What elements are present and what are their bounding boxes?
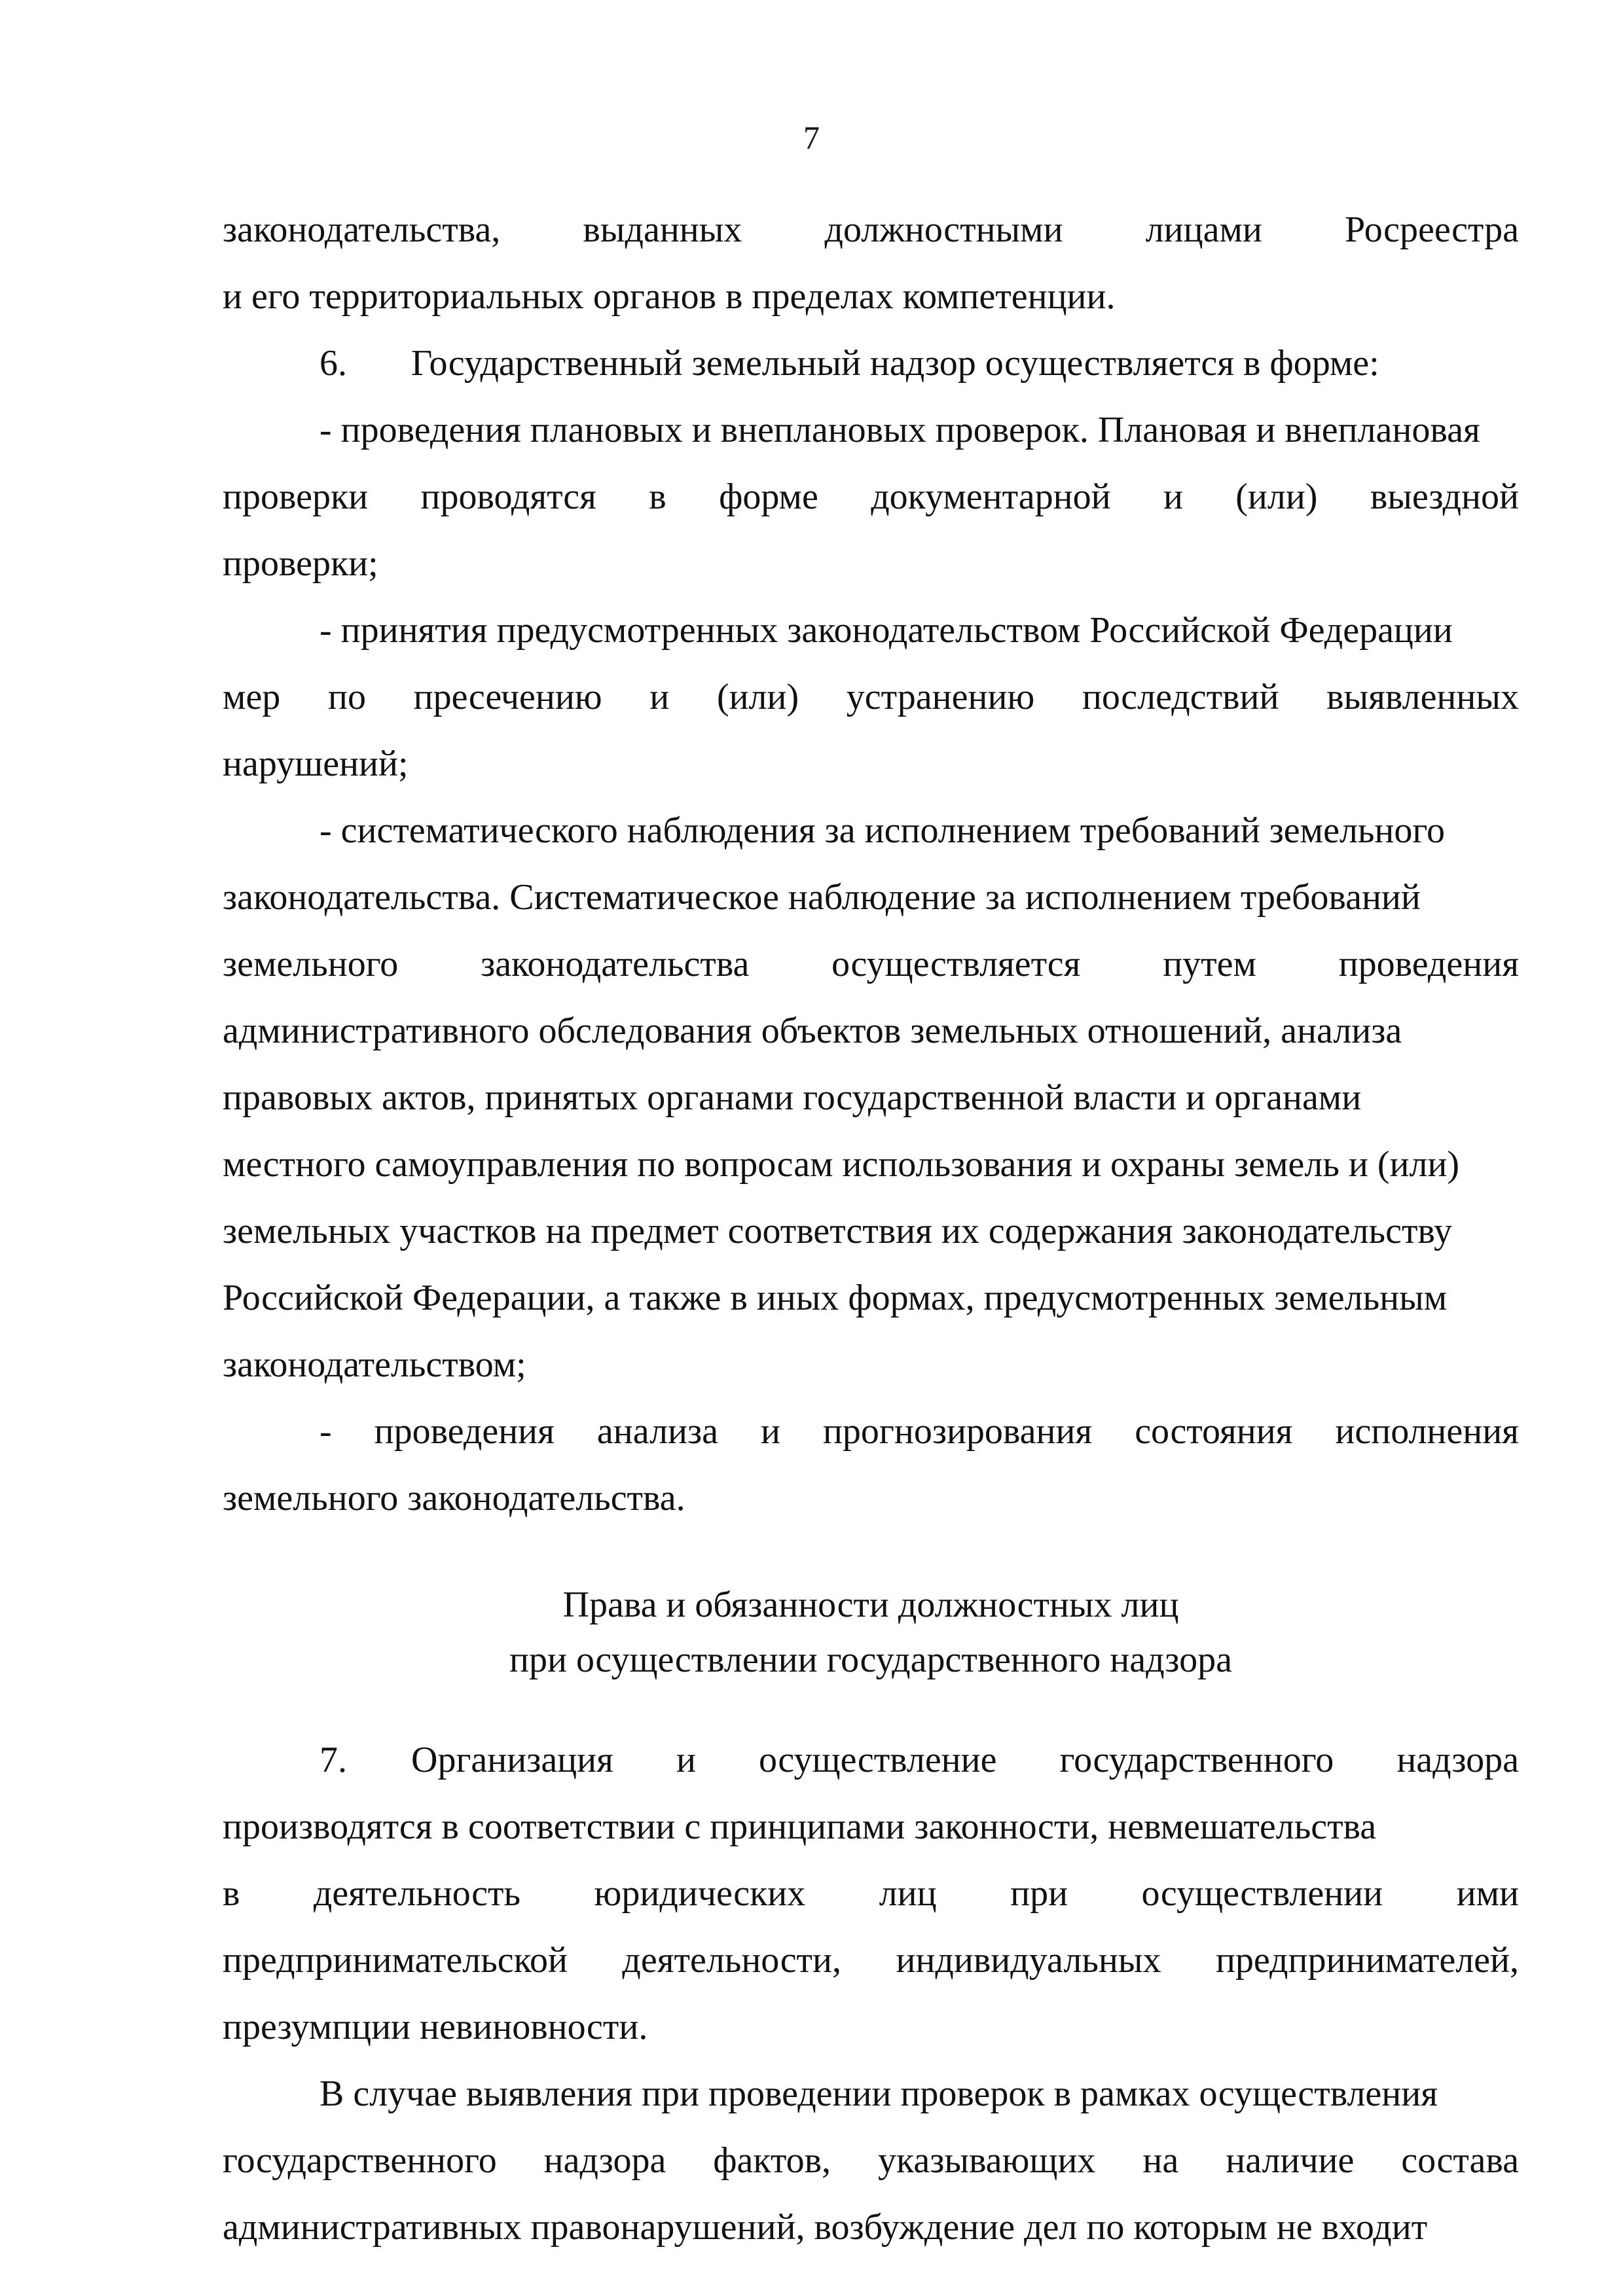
word: проведения — [374, 1411, 555, 1452]
paragraph-number: 7. — [319, 1740, 347, 1780]
word: проводятся — [420, 476, 596, 517]
list-item-line: проверки; — [223, 543, 378, 584]
word: и — [1163, 476, 1183, 517]
list-item-line: законодательства. Систематическое наблюдение за исполнением требований — [223, 877, 1421, 918]
word: по — [327, 677, 366, 717]
word: законодательства — [481, 944, 750, 984]
word: выданных — [583, 209, 742, 250]
word: состава — [1401, 2140, 1519, 2181]
list-item-line — [223, 463, 1519, 530]
paragraph-start — [319, 1727, 613, 1793]
word: предпринимательской — [223, 1940, 568, 1981]
word: в — [223, 1873, 240, 1914]
word: и — [760, 1411, 780, 1452]
paragraph-line — [223, 196, 1519, 263]
word: прогнозирования — [822, 1411, 1093, 1452]
paragraph-line: В случае выявления при проведении проверок в рамках осуществления — [319, 2073, 1438, 2114]
paragraph-line — [223, 1927, 1519, 1994]
paragraph-line: и его территориальных органов в пределах компетенции. — [223, 276, 1116, 317]
word: состояния — [1135, 1411, 1293, 1452]
word: индивидуальных — [896, 1940, 1161, 1981]
paragraph-line — [223, 2127, 1519, 2194]
word: Росреестра — [1344, 209, 1519, 250]
word: проверки — [223, 476, 369, 517]
section-heading-line: Права и обязанности должностных лиц — [562, 1585, 1179, 1625]
list-item-line — [223, 1398, 1519, 1465]
word: указывающих — [877, 2140, 1096, 2181]
word: осуществляется — [831, 944, 1081, 984]
list-item-line: - принятия предусмотренных законодательством Российской Федерации — [319, 610, 1453, 651]
document-body — [223, 196, 1519, 2261]
list-item-line: местного самоуправления по вопросам использования и охраны земель и (или) — [223, 1144, 1460, 1185]
word: проведения — [1338, 944, 1519, 984]
paragraph-number: 6. — [319, 343, 347, 384]
word: надзора — [543, 2140, 666, 2181]
paragraph-line: презумпции невиновности. — [223, 2007, 648, 2047]
list-item-line: Российской Федерации, а также в иных формах, предусмотренных земельным — [223, 1278, 1448, 1318]
word: в — [649, 476, 666, 517]
word: Организация — [411, 1740, 613, 1780]
paragraph-line: производятся в соответствии с принципами законности, невмешательства — [223, 1806, 1377, 1847]
word: осуществление — [758, 1740, 997, 1780]
section-heading — [223, 1577, 1519, 1687]
word: осуществлении — [1141, 1873, 1383, 1914]
word: и — [676, 1740, 696, 1780]
word: земельного — [223, 944, 399, 984]
section-heading-line: при осуществлении государственного надзора — [509, 1640, 1232, 1680]
paragraph-line — [223, 1860, 1519, 1927]
word: устранению — [846, 677, 1035, 717]
list-item-line: земельных участков на предмет соответствия их содержания законодательству — [223, 1211, 1452, 1251]
list-item-line — [223, 664, 1519, 730]
word: и — [649, 677, 670, 717]
word: деятельность — [313, 1873, 521, 1914]
word: выездной — [1370, 476, 1519, 517]
list-item-line: правовых актов, принятых органами государственной власти и органами — [223, 1077, 1362, 1118]
word: ими — [1456, 1873, 1519, 1914]
word: надзора — [1396, 1740, 1519, 1780]
list-item-line: - проведения плановых и внеплановых проверок. Плановая и внеплановая — [319, 410, 1480, 450]
word: выявленных — [1326, 677, 1519, 717]
word: наличие — [1226, 2140, 1355, 2181]
word: исполнения — [1335, 1411, 1519, 1452]
word: фактов, — [713, 2140, 831, 2181]
page-number: 7 — [803, 119, 820, 156]
word: (или) — [716, 677, 799, 717]
word: государственного — [223, 2140, 497, 2181]
list-item-line — [223, 931, 1519, 997]
word: государственного — [1059, 1740, 1334, 1780]
word: предпринимателей, — [1215, 1940, 1519, 1981]
list-item-line: нарушений; — [223, 744, 409, 784]
word: лиц — [879, 1873, 937, 1914]
word: форме — [719, 476, 818, 517]
word: путем — [1163, 944, 1256, 984]
word: должностными — [824, 209, 1063, 250]
word: при — [1010, 1873, 1068, 1914]
word: на — [1142, 2140, 1179, 2181]
word: деятельности, — [622, 1940, 841, 1981]
word: - — [319, 1411, 332, 1452]
paragraph-6-intro — [223, 330, 1519, 397]
list-item-line: - систематического наблюдения за исполнением требований земельного — [319, 810, 1445, 851]
word: анализа — [596, 1411, 718, 1452]
word: юридических — [594, 1873, 806, 1914]
word: (или) — [1235, 476, 1318, 517]
word: пресечению — [413, 677, 602, 717]
word: законодательства, — [223, 209, 501, 250]
word: лицами — [1145, 209, 1262, 250]
paragraph-text: Государственный земельный надзор осуществляется в форме: — [411, 343, 1379, 384]
list-item-line: земельного законодательства. — [223, 1478, 685, 1518]
paragraph-7-first-line — [223, 1727, 1519, 1793]
word: последствий — [1082, 677, 1279, 717]
paragraph-line: административных правонарушений, возбуждение дел по которым не входит — [223, 2207, 1428, 2248]
word: документарной — [871, 476, 1111, 517]
list-item-line: законодательством; — [223, 1344, 526, 1385]
list-item-line: административного обследования объектов земельных отношений, анализа — [223, 1011, 1402, 1051]
word: мер — [223, 677, 281, 717]
